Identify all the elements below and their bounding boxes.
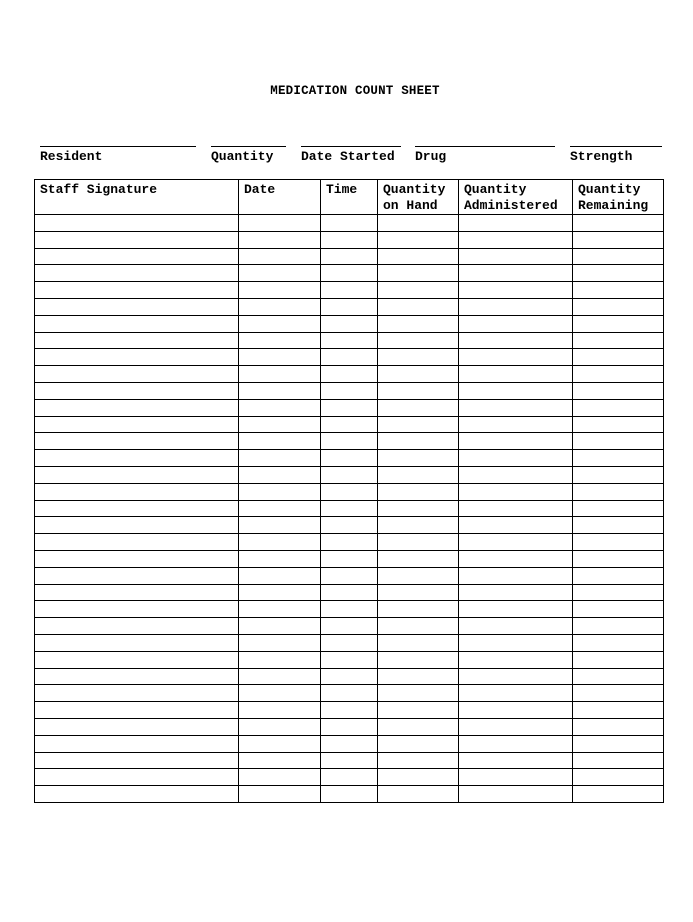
time-cell[interactable] <box>321 752 378 769</box>
table-row <box>35 282 664 299</box>
quantity-administered-cell[interactable] <box>459 550 573 567</box>
col-date: Date <box>239 180 321 215</box>
quantity-remaining-cell[interactable] <box>573 685 664 702</box>
quantity-remaining-cell[interactable] <box>573 651 664 668</box>
time-cell[interactable] <box>321 702 378 719</box>
date-cell[interactable] <box>239 601 321 618</box>
quantity-on-hand-cell[interactable] <box>378 550 459 567</box>
date-cell[interactable] <box>239 735 321 752</box>
quantity-remaining-cell[interactable] <box>573 349 664 366</box>
quantity-administered-cell[interactable] <box>459 534 573 551</box>
staff-signature-cell[interactable] <box>35 231 239 248</box>
quantity-administered-cell[interactable] <box>459 315 573 332</box>
quantity-remaining-cell[interactable] <box>573 382 664 399</box>
quantity-administered-cell[interactable] <box>459 668 573 685</box>
time-cell[interactable] <box>321 231 378 248</box>
table-row <box>35 534 664 551</box>
quantity-on-hand-cell[interactable] <box>378 702 459 719</box>
col-time: Time <box>321 180 378 215</box>
quantity-remaining-cell[interactable] <box>573 332 664 349</box>
table-row <box>35 735 664 752</box>
quantity-remaining-cell[interactable] <box>573 500 664 517</box>
quantity-administered-cell[interactable] <box>459 450 573 467</box>
table-row <box>35 685 664 702</box>
quantity-administered-cell[interactable] <box>459 752 573 769</box>
quantity-remaining-cell[interactable] <box>573 534 664 551</box>
table-row <box>35 584 664 601</box>
table-row <box>35 567 664 584</box>
date-cell[interactable] <box>239 718 321 735</box>
date-cell[interactable] <box>239 382 321 399</box>
quantity-remaining-cell[interactable] <box>573 298 664 315</box>
quantity-on-hand-cell[interactable] <box>378 584 459 601</box>
quantity-on-hand-cell[interactable] <box>378 618 459 635</box>
staff-signature-cell[interactable] <box>35 349 239 366</box>
table-row <box>35 668 664 685</box>
quantity-on-hand-cell[interactable] <box>378 433 459 450</box>
quantity-administered-cell[interactable] <box>459 433 573 450</box>
quantity-administered-cell[interactable] <box>459 601 573 618</box>
quantity-on-hand-cell[interactable] <box>378 786 459 803</box>
staff-signature-cell[interactable] <box>35 786 239 803</box>
time-cell[interactable] <box>321 786 378 803</box>
quantity-administered-cell[interactable] <box>459 399 573 416</box>
table-header-row <box>35 180 664 215</box>
time-cell[interactable] <box>321 651 378 668</box>
time-cell[interactable] <box>321 433 378 450</box>
table-row <box>35 450 664 467</box>
quantity-on-hand-cell[interactable] <box>378 265 459 282</box>
time-cell[interactable] <box>321 567 378 584</box>
date-cell[interactable] <box>239 282 321 299</box>
time-cell[interactable] <box>321 685 378 702</box>
date-cell[interactable] <box>239 231 321 248</box>
staff-signature-cell[interactable] <box>35 534 239 551</box>
medication-count-table <box>34 179 664 803</box>
table-row <box>35 399 664 416</box>
table-row <box>35 718 664 735</box>
table-row <box>35 215 664 232</box>
quantity-administered-cell[interactable] <box>459 584 573 601</box>
staff-signature-cell[interactable] <box>35 416 239 433</box>
date-cell[interactable] <box>239 399 321 416</box>
quantity-on-hand-cell[interactable] <box>378 248 459 265</box>
staff-signature-cell[interactable] <box>35 769 239 786</box>
time-cell[interactable] <box>321 315 378 332</box>
quantity-remaining-cell[interactable] <box>573 550 664 567</box>
quantity-remaining-cell[interactable] <box>573 248 664 265</box>
table-row <box>35 483 664 500</box>
quantity-label: Quantity <box>211 149 274 164</box>
staff-signature-cell[interactable] <box>35 618 239 635</box>
staff-signature-cell[interactable] <box>35 282 239 299</box>
quantity-on-hand-cell[interactable] <box>378 685 459 702</box>
table-row <box>35 752 664 769</box>
time-cell[interactable] <box>321 534 378 551</box>
quantity-remaining-cell[interactable] <box>573 668 664 685</box>
quantity-remaining-cell[interactable] <box>573 567 664 584</box>
quantity-on-hand-cell[interactable] <box>378 298 459 315</box>
quantity-remaining-cell[interactable] <box>573 735 664 752</box>
date-cell[interactable] <box>239 265 321 282</box>
quantity-line <box>211 146 286 147</box>
staff-signature-cell[interactable] <box>35 433 239 450</box>
quantity-on-hand-cell[interactable] <box>378 332 459 349</box>
quantity-administered-cell[interactable] <box>459 231 573 248</box>
date-cell[interactable] <box>239 298 321 315</box>
date-cell[interactable] <box>239 366 321 383</box>
staff-signature-cell[interactable] <box>35 718 239 735</box>
col-quantity-administered: Quantity Administered <box>459 180 573 215</box>
quantity-remaining-cell[interactable] <box>573 483 664 500</box>
staff-signature-cell[interactable] <box>35 215 239 232</box>
staff-signature-cell[interactable] <box>35 702 239 719</box>
quantity-remaining-cell[interactable] <box>573 265 664 282</box>
staff-signature-cell[interactable] <box>35 735 239 752</box>
strength-field[interactable] <box>570 146 662 164</box>
staff-signature-cell[interactable] <box>35 315 239 332</box>
quantity-remaining-cell[interactable] <box>573 718 664 735</box>
strength-line <box>570 146 662 147</box>
quantity-administered-cell[interactable] <box>459 500 573 517</box>
quantity-remaining-cell[interactable] <box>573 601 664 618</box>
time-cell[interactable] <box>321 500 378 517</box>
staff-signature-cell[interactable] <box>35 517 239 534</box>
quantity-on-hand-cell[interactable] <box>378 466 459 483</box>
time-cell[interactable] <box>321 282 378 299</box>
quantity-on-hand-cell[interactable] <box>378 416 459 433</box>
quantity-administered-cell[interactable] <box>459 651 573 668</box>
quantity-remaining-cell[interactable] <box>573 786 664 803</box>
quantity-on-hand-cell[interactable] <box>378 534 459 551</box>
drug-line <box>415 146 555 147</box>
quantity-administered-cell[interactable] <box>459 416 573 433</box>
quantity-administered-cell[interactable] <box>459 366 573 383</box>
time-cell[interactable] <box>321 382 378 399</box>
staff-signature-cell[interactable] <box>35 248 239 265</box>
date-cell[interactable] <box>239 332 321 349</box>
date-cell[interactable] <box>239 349 321 366</box>
quantity-remaining-cell[interactable] <box>573 282 664 299</box>
staff-signature-cell[interactable] <box>35 584 239 601</box>
quantity-administered-cell[interactable] <box>459 685 573 702</box>
resident-line <box>40 146 196 147</box>
quantity-administered-cell[interactable] <box>459 466 573 483</box>
staff-signature-cell[interactable] <box>35 382 239 399</box>
quantity-remaining-cell[interactable] <box>573 231 664 248</box>
quantity-on-hand-cell[interactable] <box>378 231 459 248</box>
quantity-remaining-cell[interactable] <box>573 315 664 332</box>
date-started-field[interactable] <box>301 146 401 164</box>
date-cell[interactable] <box>239 668 321 685</box>
table-row <box>35 466 664 483</box>
quantity-on-hand-cell[interactable] <box>378 349 459 366</box>
table-row <box>35 786 664 803</box>
strength-label: Strength <box>570 149 633 164</box>
staff-signature-cell[interactable] <box>35 634 239 651</box>
quantity-remaining-cell[interactable] <box>573 769 664 786</box>
date-cell[interactable] <box>239 752 321 769</box>
drug-field[interactable] <box>415 146 555 164</box>
date-cell[interactable] <box>239 786 321 803</box>
page-title: MEDICATION COUNT SHEET <box>270 84 440 98</box>
quantity-on-hand-cell[interactable] <box>378 668 459 685</box>
quantity-administered-cell[interactable] <box>459 634 573 651</box>
table-row <box>35 550 664 567</box>
quantity-administered-cell[interactable] <box>459 702 573 719</box>
table-row <box>35 349 664 366</box>
date-cell[interactable] <box>239 315 321 332</box>
staff-signature-cell[interactable] <box>35 685 239 702</box>
staff-signature-cell[interactable] <box>35 466 239 483</box>
staff-signature-cell[interactable] <box>35 752 239 769</box>
staff-signature-cell[interactable] <box>35 567 239 584</box>
quantity-administered-cell[interactable] <box>459 298 573 315</box>
quantity-remaining-cell[interactable] <box>573 215 664 232</box>
quantity-remaining-cell[interactable] <box>573 634 664 651</box>
time-cell[interactable] <box>321 215 378 232</box>
quantity-administered-cell[interactable] <box>459 382 573 399</box>
time-cell[interactable] <box>321 618 378 635</box>
quantity-on-hand-cell[interactable] <box>378 215 459 232</box>
date-cell[interactable] <box>239 685 321 702</box>
time-cell[interactable] <box>321 735 378 752</box>
time-cell[interactable] <box>321 769 378 786</box>
date-cell[interactable] <box>239 702 321 719</box>
staff-signature-cell[interactable] <box>35 668 239 685</box>
quantity-remaining-cell[interactable] <box>573 450 664 467</box>
date-cell[interactable] <box>239 215 321 232</box>
date-cell[interactable] <box>239 769 321 786</box>
date-started-line <box>301 146 401 147</box>
col-quantity-remaining: Quantity Remaining <box>573 180 664 215</box>
quantity-on-hand-cell[interactable] <box>378 315 459 332</box>
quantity-remaining-cell[interactable] <box>573 517 664 534</box>
table-row <box>35 382 664 399</box>
time-cell[interactable] <box>321 718 378 735</box>
quantity-on-hand-cell[interactable] <box>378 517 459 534</box>
resident-field[interactable] <box>40 146 196 164</box>
time-cell[interactable] <box>321 584 378 601</box>
table-row <box>35 248 664 265</box>
table-row <box>35 265 664 282</box>
time-cell[interactable] <box>321 416 378 433</box>
quantity-on-hand-cell[interactable] <box>378 399 459 416</box>
date-cell[interactable] <box>239 248 321 265</box>
date-cell[interactable] <box>239 500 321 517</box>
table-row <box>35 416 664 433</box>
quantity-on-hand-cell[interactable] <box>378 651 459 668</box>
staff-signature-cell[interactable] <box>35 332 239 349</box>
time-cell[interactable] <box>321 466 378 483</box>
quantity-remaining-cell[interactable] <box>573 433 664 450</box>
date-cell[interactable] <box>239 584 321 601</box>
quantity-on-hand-cell[interactable] <box>378 500 459 517</box>
date-cell[interactable] <box>239 567 321 584</box>
quantity-administered-cell[interactable] <box>459 215 573 232</box>
quantity-administered-cell[interactable] <box>459 786 573 803</box>
quantity-on-hand-cell[interactable] <box>378 366 459 383</box>
quantity-administered-cell[interactable] <box>459 718 573 735</box>
quantity-administered-cell[interactable] <box>459 769 573 786</box>
quantity-on-hand-cell[interactable] <box>378 718 459 735</box>
table-row <box>35 634 664 651</box>
date-cell[interactable] <box>239 618 321 635</box>
drug-label: Drug <box>415 149 447 164</box>
quantity-remaining-cell[interactable] <box>573 584 664 601</box>
table-row <box>35 500 664 517</box>
date-cell[interactable] <box>239 550 321 567</box>
resident-label: Resident <box>40 149 103 164</box>
date-cell[interactable] <box>239 651 321 668</box>
date-cell[interactable] <box>239 433 321 450</box>
table-row <box>35 315 664 332</box>
time-cell[interactable] <box>321 483 378 500</box>
quantity-on-hand-cell[interactable] <box>378 483 459 500</box>
quantity-administered-cell[interactable] <box>459 265 573 282</box>
date-cell[interactable] <box>239 466 321 483</box>
time-cell[interactable] <box>321 601 378 618</box>
quantity-remaining-cell[interactable] <box>573 399 664 416</box>
date-started-label: Date Started <box>301 149 395 164</box>
time-cell[interactable] <box>321 399 378 416</box>
staff-signature-cell[interactable] <box>35 500 239 517</box>
time-cell[interactable] <box>321 349 378 366</box>
date-cell[interactable] <box>239 634 321 651</box>
staff-signature-cell[interactable] <box>35 366 239 383</box>
quantity-on-hand-cell[interactable] <box>378 769 459 786</box>
table-row <box>35 298 664 315</box>
staff-signature-cell[interactable] <box>35 298 239 315</box>
time-cell[interactable] <box>321 298 378 315</box>
quantity-on-hand-cell[interactable] <box>378 634 459 651</box>
quantity-administered-cell[interactable] <box>459 517 573 534</box>
table-row <box>35 601 664 618</box>
time-cell[interactable] <box>321 332 378 349</box>
table-row <box>35 651 664 668</box>
table-row <box>35 618 664 635</box>
table-row <box>35 769 664 786</box>
staff-signature-cell[interactable] <box>35 265 239 282</box>
time-cell[interactable] <box>321 550 378 567</box>
time-cell[interactable] <box>321 517 378 534</box>
staff-signature-cell[interactable] <box>35 483 239 500</box>
table-row <box>35 433 664 450</box>
col-quantity-on-hand: Quantity on Hand <box>378 180 459 215</box>
time-cell[interactable] <box>321 634 378 651</box>
quantity-on-hand-cell[interactable] <box>378 567 459 584</box>
quantity-administered-cell[interactable] <box>459 735 573 752</box>
quantity-on-hand-cell[interactable] <box>378 601 459 618</box>
table-row <box>35 231 664 248</box>
time-cell[interactable] <box>321 248 378 265</box>
quantity-remaining-cell[interactable] <box>573 752 664 769</box>
quantity-administered-cell[interactable] <box>459 248 573 265</box>
date-cell[interactable] <box>239 517 321 534</box>
staff-signature-cell[interactable] <box>35 601 239 618</box>
quantity-on-hand-cell[interactable] <box>378 382 459 399</box>
quantity-administered-cell[interactable] <box>459 618 573 635</box>
quantity-on-hand-cell[interactable] <box>378 282 459 299</box>
quantity-administered-cell[interactable] <box>459 483 573 500</box>
quantity-remaining-cell[interactable] <box>573 366 664 383</box>
table-body <box>35 215 664 803</box>
staff-signature-cell[interactable] <box>35 450 239 467</box>
table-row <box>35 517 664 534</box>
quantity-administered-cell[interactable] <box>459 332 573 349</box>
quantity-on-hand-cell[interactable] <box>378 735 459 752</box>
time-cell[interactable] <box>321 668 378 685</box>
quantity-remaining-cell[interactable] <box>573 618 664 635</box>
quantity-field[interactable] <box>211 146 286 164</box>
date-cell[interactable] <box>239 534 321 551</box>
quantity-on-hand-cell[interactable] <box>378 450 459 467</box>
quantity-on-hand-cell[interactable] <box>378 752 459 769</box>
quantity-remaining-cell[interactable] <box>573 702 664 719</box>
quantity-administered-cell[interactable] <box>459 349 573 366</box>
table-row <box>35 366 664 383</box>
table-row <box>35 702 664 719</box>
staff-signature-cell[interactable] <box>35 651 239 668</box>
date-cell[interactable] <box>239 483 321 500</box>
quantity-remaining-cell[interactable] <box>573 466 664 483</box>
quantity-administered-cell[interactable] <box>459 282 573 299</box>
quantity-remaining-cell[interactable] <box>573 416 664 433</box>
date-cell[interactable] <box>239 416 321 433</box>
quantity-administered-cell[interactable] <box>459 567 573 584</box>
col-staff-signature: Staff Signature <box>35 180 239 215</box>
time-cell[interactable] <box>321 366 378 383</box>
date-cell[interactable] <box>239 450 321 467</box>
staff-signature-cell[interactable] <box>35 550 239 567</box>
staff-signature-cell[interactable] <box>35 399 239 416</box>
time-cell[interactable] <box>321 265 378 282</box>
time-cell[interactable] <box>321 450 378 467</box>
table-row <box>35 332 664 349</box>
